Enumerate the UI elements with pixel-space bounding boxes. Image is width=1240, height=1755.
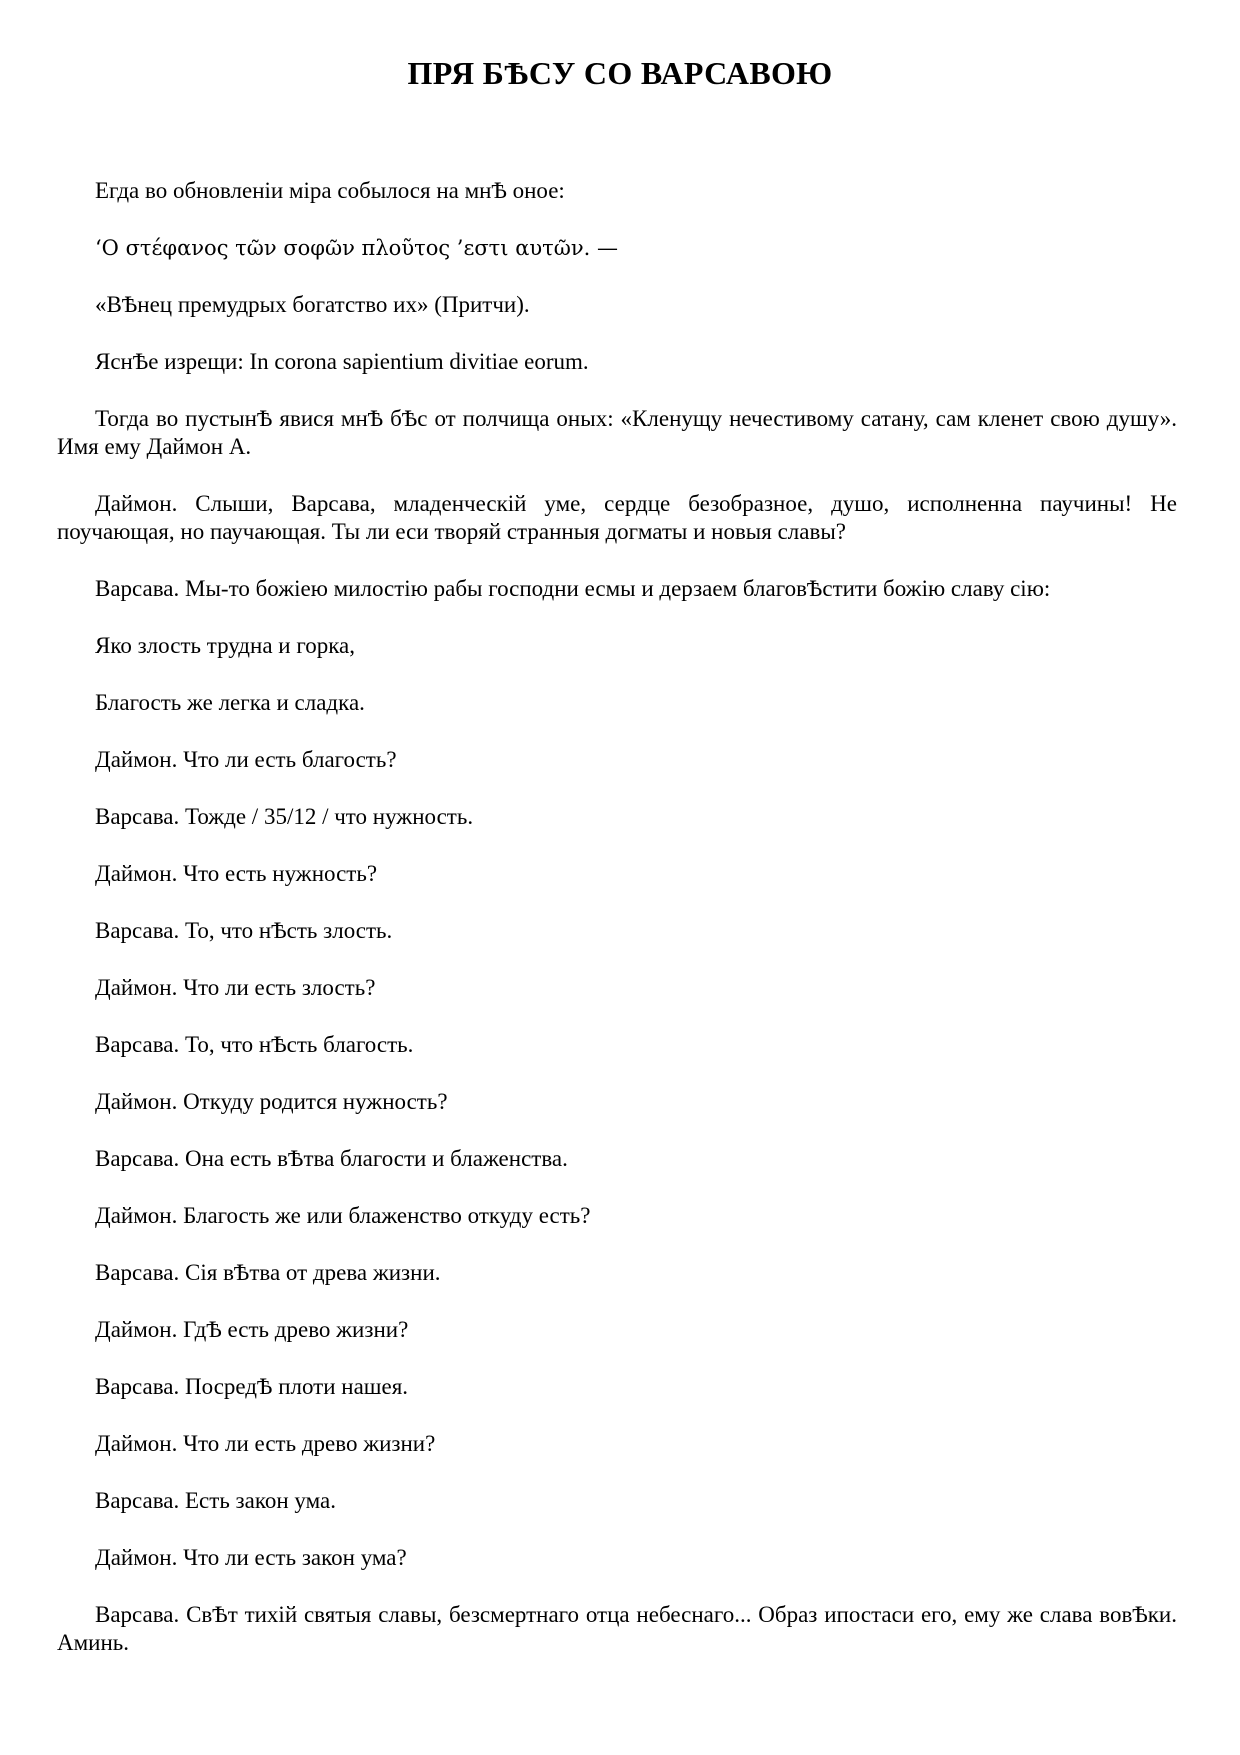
dialogue-line: Варсава. ПосредѢ плоти нашея. (95, 1374, 409, 1399)
paragraph: Даймон. Слыши, Варсава, младенческій уме, сердце безобразное, душо, исполненна паучины! Не поучающая, но паучающая. Ты ли еси творяй странныя догматы и новыя славы? (57, 491, 1177, 544)
paragraph: Варсава. Мы-то божіею милостію рабы господни есмы и дерзаем благовѢстити божію славу сію: (95, 576, 1051, 601)
paragraph: ЯснѢе изрещи: In corona sapientium divitiae eorum. (95, 349, 589, 374)
dialogue-line: Даймон. Откуду родится нужность? (95, 1089, 448, 1114)
dialogue-line: Варсава. СвѢт тихій святыя славы, безсмертнаго отца небеснаго... Образ ипостаси его, ему же слава вовѢки. Аминь. (57, 1602, 1177, 1655)
document-body (57, 177, 1177, 1686)
paragraph: «ВѢнец премудрых богатство их» (Притчи). (95, 292, 530, 317)
verse-line: Яко злость трудна и горка, (95, 633, 355, 658)
dialogue-line: Даймон. Что ли есть древо жизни? (95, 1431, 436, 1456)
dialogue-line: Даймон. Что ли есть благость? (95, 747, 397, 772)
paragraph: Егда во обновленіи міра собылося на мнѢ оное: (95, 178, 565, 203)
dialogue-line: Даймон. ГдѢ есть древо жизни? (95, 1317, 409, 1342)
dialogue-line: Даймон. Благость же или блаженство откуду есть? (95, 1203, 591, 1228)
dialogue-line: Даймон. Что ли есть закон ума? (95, 1545, 407, 1570)
dialogue-line: Даймон. Что есть нужность? (95, 861, 378, 886)
dialogue-line: Варсава. То, что нѢсть благость. (95, 1032, 414, 1057)
verse-line: Благость же легка и сладка. (95, 690, 365, 715)
dialogue-line: Варсава. Сія вѢтва от древа жизни. (95, 1260, 441, 1285)
paragraph: Тогда во пустынѢ явися мнѢ бѢс от полчища оных: «Кленущу нечестивому сатану, сам кленет свою душу». Имя ему Даймон А. (57, 406, 1177, 459)
document-title: ПРЯ БѢСУ СО ВАРСАВОЮ (407, 55, 833, 91)
dialogue-line: Варсава. Есть закон ума. (95, 1488, 336, 1513)
dialogue-line: Варсава. Она есть вѢтва благости и блаженства. (95, 1146, 568, 1171)
dialogue-line: Даймон. Что ли есть злость? (95, 975, 376, 1000)
dialogue-line: Варсава. Тожде / 35/12 / что нужность. (95, 804, 474, 829)
greek-quote-paragraph: ‘О στέφανος τῶν σοφῶν πλοῦτος ’εστι αυτῶν. — (95, 236, 619, 260)
dialogue-line: Варсава. То, что нѢсть злость. (95, 918, 393, 943)
